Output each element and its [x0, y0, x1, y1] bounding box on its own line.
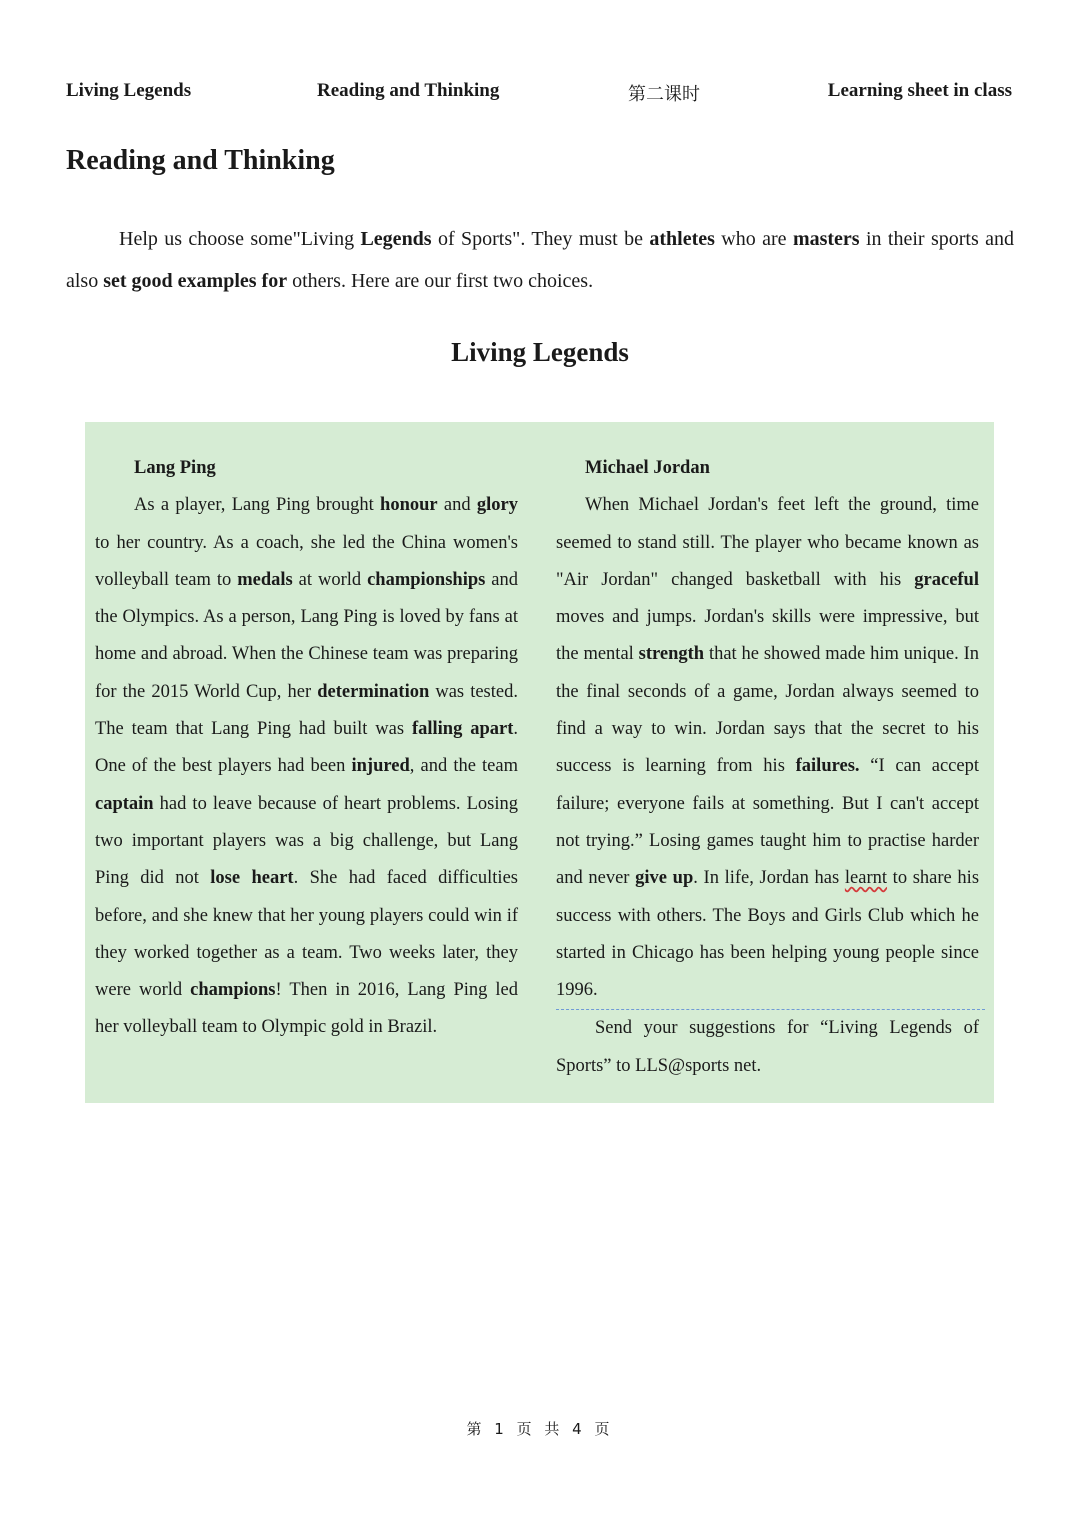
- send-suggestions-paragraph: Send your suggestions for “Living Legends of Sports” to LLS@sports net.: [556, 1018, 979, 1076]
- page-title: Reading and Thinking: [66, 145, 335, 176]
- header-sheet-type: Learning sheet in class: [827, 80, 1012, 101]
- header-lesson: 第二课时: [628, 84, 700, 105]
- spellcheck-underlined-word: learnt: [844, 868, 888, 889]
- passage-box: [85, 422, 994, 1103]
- jordan-heading: Michael Jordan: [585, 458, 710, 478]
- page-number: 第 1 页 共 4 页: [466, 1420, 614, 1438]
- jordan-column: [556, 450, 979, 1085]
- passage-title: Living Legends: [451, 337, 629, 367]
- jordan-paragraph: When Michael Jordan's feet left the ground, time seemed to stand still. The player who became known as "Air Jordan" changed basketball with his graceful moves and jumps. Jordan's skills were impressive, but the mental strength that he showed made him unique. In the final seconds of a game, Jordan always seemed to find a way to win. Jordan says that the secret to his success is learning from his failures. “I can accept failure; everyone fails at something. But I can't accept not trying.” Losing games taught him to practise harder and never give up. In life, Jordan has learnt to share his success with others. The Boys and Girls Club which he started in Chicago has been helping young people since 1996.: [556, 495, 980, 1001]
- header-unit-title: Living Legends: [66, 80, 192, 101]
- lang-ping-column: [95, 450, 518, 1047]
- header-section-title: Reading and Thinking: [317, 80, 500, 101]
- page-header: [66, 80, 1012, 106]
- lang-ping-heading: Lang Ping: [134, 458, 216, 478]
- lang-ping-paragraph: As a player, Lang Ping brought honour and glory to her country. As a coach, she led the China women's volleyball team to medals at world championships and the Olympics. As a person, Lang Ping is loved by fans at home and abroad. When the Chinese team was preparing for the 2015 World Cup, her determination was tested. The team that Lang Ping had built was falling apart. One of the best players had been injured, and the team captain had to leave because of heart problems. Losing two important players was a big challenge, but Lang Ping did not lose heart. She had faced difficulties before, and she knew that her young players could win if they worked together as a team. Two weeks later, they were world champions! Then in 2016, Lang Ping led her volleyball team to Olympic gold in Brazil.: [95, 495, 519, 1038]
- intro-paragraph: Help us choose some"Living Legends of Sports". They must be athletes who are masters in their sports and also set good examples for others. Here are our first two choices.: [66, 228, 1015, 292]
